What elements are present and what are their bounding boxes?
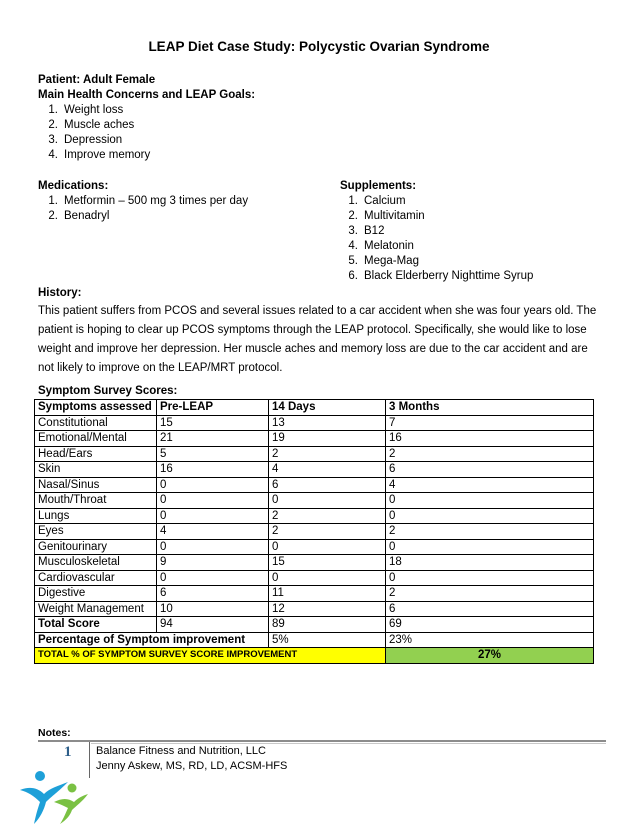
table-cell: 23% [386, 632, 594, 648]
list-item: 2. Multivitamin [348, 210, 425, 222]
table-row [35, 477, 594, 493]
table-cell: 2 [269, 524, 386, 540]
column-header: Symptoms assessed [35, 400, 157, 416]
footer-text [96, 744, 287, 774]
list-item: 2. Muscle aches [48, 119, 135, 131]
list-item: 2. Benadryl [48, 210, 110, 222]
column-header: Pre-LEAP [157, 400, 269, 416]
table-cell: 0 [269, 570, 386, 586]
list-item: 6. Black Elderberry Nighttime Syrup [348, 270, 534, 282]
column-header: 3 Months [386, 400, 594, 416]
page-number: 1 [64, 744, 72, 760]
table-cell: Musculoskeletal [35, 555, 157, 571]
table-cell: 5 [157, 446, 269, 462]
medications-heading: Medications: [38, 180, 109, 192]
supplements-heading: Supplements: [340, 180, 417, 192]
footer-author: Jenny Askew, MS, RD, LD, ACSM-HFS [96, 760, 288, 772]
table-cell: 0 [386, 493, 594, 509]
table-cell: 13 [269, 415, 386, 431]
table-cell: 94 [157, 617, 269, 633]
summary-value: 27% [386, 648, 594, 664]
list-item: 1. Metformin – 500 mg 3 times per day [48, 195, 249, 207]
survey-heading: Symptom Survey Scores: [38, 385, 178, 397]
table-cell: 0 [386, 539, 594, 555]
list-item: 3. Depression [48, 134, 123, 146]
table-cell: 15 [269, 555, 386, 571]
table-cell: Genitourinary [35, 539, 157, 555]
goals-heading: Main Health Concerns and LEAP Goals: [38, 89, 256, 101]
table-row [35, 570, 594, 586]
list-item: 3. B12 [348, 225, 385, 237]
table-cell: Constitutional [35, 415, 157, 431]
table-cell: 16 [157, 462, 269, 478]
table-cell: Emotional/Mental [35, 431, 157, 447]
table-cell: Percentage of Symptom improvement [35, 632, 269, 648]
table-cell: 2 [386, 524, 594, 540]
list-item: 1. Calcium [348, 195, 406, 207]
footer-divider [38, 740, 606, 742]
table-cell: Cardiovascular [35, 570, 157, 586]
table-row [35, 415, 594, 431]
table-cell: 2 [269, 446, 386, 462]
total-score-row [35, 617, 594, 633]
table-row [35, 493, 594, 509]
table-cell: Nasal/Sinus [35, 477, 157, 493]
table-cell: 11 [269, 586, 386, 602]
table-cell: 0 [386, 570, 594, 586]
history-heading: History: [38, 287, 82, 299]
table-cell: 89 [269, 617, 386, 633]
table-cell: Lungs [35, 508, 157, 524]
table-cell: 0 [157, 508, 269, 524]
table-cell: 7 [386, 415, 594, 431]
table-cell: Mouth/Throat [35, 493, 157, 509]
table-cell: Total Score [35, 617, 157, 633]
list-item: 1. Weight loss [48, 104, 124, 116]
list-item: 4. Melatonin [348, 240, 414, 252]
table-cell: 21 [157, 431, 269, 447]
summary-row [35, 648, 594, 664]
table-row [35, 524, 594, 540]
table-header-row [35, 400, 594, 416]
symptom-survey-table [34, 399, 594, 664]
table-cell: 0 [269, 493, 386, 509]
table-row [35, 586, 594, 602]
table-cell: 5% [269, 632, 386, 648]
table-cell: Eyes [35, 524, 157, 540]
table-cell: 19 [269, 431, 386, 447]
table-cell: 69 [386, 617, 594, 633]
table-cell: 0 [386, 508, 594, 524]
summary-label: TOTAL % OF SYMPTOM SURVEY SCORE IMPROVEMENT [35, 648, 386, 664]
table-cell: 9 [157, 555, 269, 571]
table-cell: Digestive [35, 586, 157, 602]
column-header: 14 Days [269, 400, 386, 416]
table-cell: 10 [157, 601, 269, 617]
table-row [35, 601, 594, 617]
table-cell: 18 [386, 555, 594, 571]
table-row [35, 539, 594, 555]
table-cell: Head/Ears [35, 446, 157, 462]
table-cell: 0 [269, 539, 386, 555]
table-cell: 0 [157, 493, 269, 509]
table-cell: 4 [386, 477, 594, 493]
table-row [35, 431, 594, 447]
table-row [35, 508, 594, 524]
table-cell: 12 [269, 601, 386, 617]
table-row [35, 462, 594, 478]
history-text: This patient suffers from PCOS and several issues related to a car accident when she was four years old. The patient is hoping to clear up PCOS symptoms through the LEAP protocol. Specifically, she would like to lose weight and improve her depression. Her muscle aches and memory loss are due to the car accident and are not likely to improve on the LEAP/MRT protocol. [38, 305, 597, 374]
notes-label: Notes: [38, 727, 71, 739]
table-row [35, 446, 594, 462]
table-cell: 4 [269, 462, 386, 478]
list-item: 5. Mega-Mag [348, 255, 419, 267]
table-cell: 2 [269, 508, 386, 524]
table-cell: 2 [386, 446, 594, 462]
balance-fitness-logo-icon [10, 768, 92, 826]
table-cell: Weight Management [35, 601, 157, 617]
table-cell: 15 [157, 415, 269, 431]
table-cell: 0 [157, 477, 269, 493]
table-cell: 2 [386, 586, 594, 602]
table-cell: 6 [386, 601, 594, 617]
patient-label: Patient: Adult Female [38, 74, 156, 86]
table-row [35, 555, 594, 571]
table-cell: 6 [386, 462, 594, 478]
table-cell: 6 [157, 586, 269, 602]
table-cell: Skin [35, 462, 157, 478]
list-item: 4. Improve memory [48, 149, 151, 161]
table-cell: 0 [157, 570, 269, 586]
page-title: LEAP Diet Case Study: Polycystic Ovarian Syndrome [148, 39, 490, 54]
table-cell: 6 [269, 477, 386, 493]
table-cell: 16 [386, 431, 594, 447]
table-cell: 4 [157, 524, 269, 540]
table-cell: 0 [157, 539, 269, 555]
footer-company: Balance Fitness and Nutrition, LLC [96, 745, 266, 757]
percentage-row [35, 632, 594, 648]
